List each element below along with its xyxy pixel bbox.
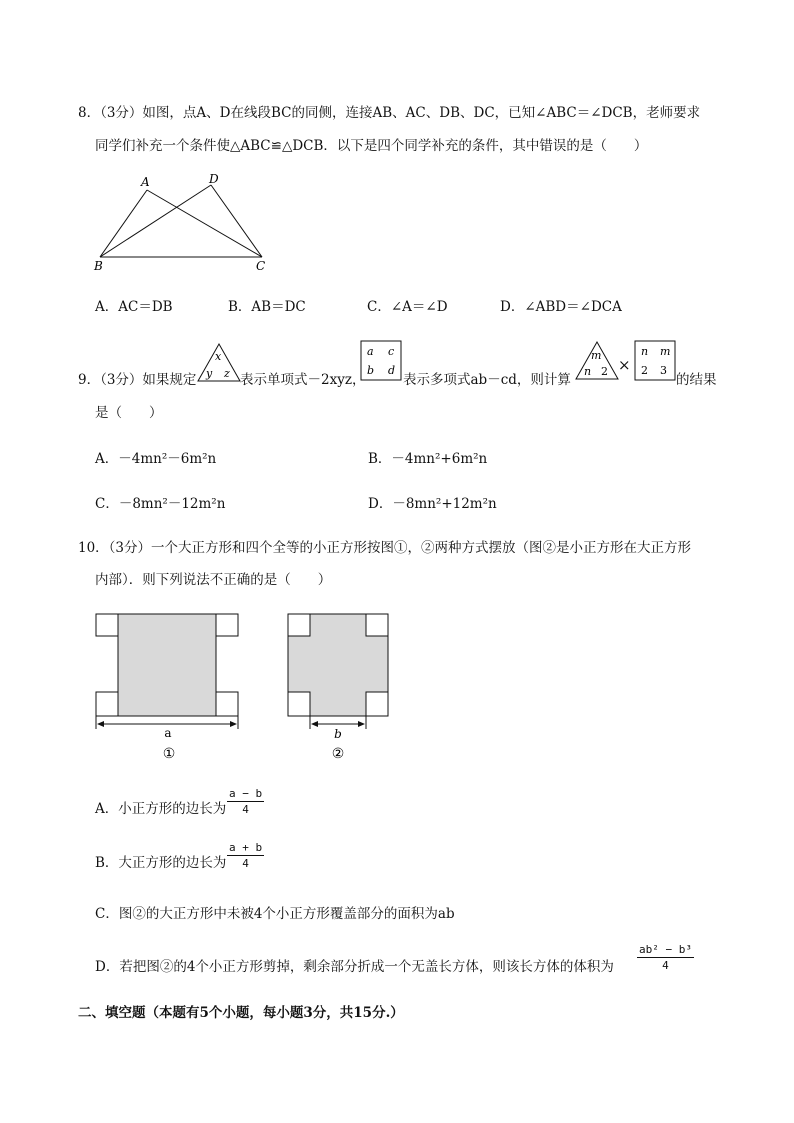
q10-fig1-dim-a: a [164, 726, 172, 740]
q10-option-d-numerator: ab² − b³ [639, 943, 692, 956]
q10-figure-2 [282, 608, 394, 763]
q10-option-d-text: D．若把图②的4个小正方形剪掉，剩余部分折成一个无盖长方体，则该长方体的体积为 [95, 959, 614, 975]
q10-option-b-numerator: a + b [229, 841, 263, 854]
q8-label-c: C [256, 259, 266, 273]
q10-stem-line2: 内部）．则下列说法不正确的是（ ） [95, 572, 332, 588]
q9-times-sign: × [618, 356, 631, 374]
q8-option-d: D．∠ABD＝∠DCA [500, 299, 622, 315]
q9-mid2: 表示多项式ab－cd，则计算 [403, 372, 571, 388]
q10-option-d-fraction [637, 943, 694, 972]
q8-stem-line2: 同学们补充一个条件使△ABC≌△DCB．以下是四个同学补充的条件，其中错误的是（ ） [95, 138, 648, 154]
q9-tri2-bl: n [584, 365, 592, 378]
q9-box2-br: 3 [660, 364, 667, 377]
q9-tri1-top: x [215, 350, 222, 363]
q9-box-abcd [360, 340, 404, 382]
section-2-title: 二、填空题（本题有5个小题，每小题3分，共15分.） [78, 1005, 404, 1021]
q8-option-b: B．AB＝DC [228, 299, 306, 315]
q10-option-c: C．图②的大正方形中未被4个小正方形覆盖部分的面积为ab [95, 906, 455, 922]
q10-stem-line1: 10．（3分）一个大正方形和四个全等的小正方形按图①，②两种方式摆放（图②是小正方形在大正方形 [78, 540, 692, 556]
q10-fig1-caption: ① [162, 746, 176, 762]
q9-box2-bl: 2 [641, 364, 648, 377]
q9-tri2-br: 2 [601, 365, 608, 378]
q10-option-a-fraction [227, 787, 264, 816]
q8-triangle-figure [88, 168, 278, 278]
q9-option-d: D．－8mn²+12m²n [368, 496, 497, 512]
q10-option-b-text: B．大正方形的边长为 [95, 855, 227, 871]
q9-box2-tr: m [660, 345, 671, 358]
q10-option-a-denominator: 4 [242, 803, 249, 816]
q8-label-d: D [209, 172, 219, 186]
q10-fig2-dim-b: b [334, 727, 342, 741]
q9-box1-tl: a [367, 345, 374, 358]
q9-tri1-br: z [224, 367, 230, 380]
q8-option-c: C．∠A＝∠D [367, 299, 448, 315]
q10-option-d-denominator: 4 [662, 959, 669, 972]
q9-suffix: 的结果 [676, 372, 717, 388]
q9-tri2-top: m [591, 349, 602, 362]
q9-box1-tr: c [388, 345, 395, 358]
q9-line2: 是（ ） [95, 405, 163, 421]
q9-tri1-bl: y [206, 367, 213, 380]
q9-prefix: 9．（3分）如果规定 [78, 372, 197, 388]
q10-fig2-caption: ② [331, 746, 345, 762]
q10-option-b-fraction [227, 841, 264, 870]
q10-option-a-numerator: a − b [229, 787, 263, 800]
q9-box1-br: d [388, 364, 396, 377]
q9-triangle-mn2 [574, 340, 620, 382]
q10-option-b-denominator: 4 [242, 857, 249, 870]
q9-box2-tl: n [641, 345, 649, 358]
q9-mid1: 表示单项式－2xyz， [240, 372, 366, 388]
q10-figure-1 [90, 608, 250, 763]
q10-option-a-text: A．小正方形的边长为 [95, 801, 227, 817]
q9-option-a: A．－4mn²－6m²n [95, 451, 217, 467]
q9-option-b: B．－4mn²+6m²n [368, 451, 488, 467]
q9-box-nm23 [634, 340, 678, 382]
q8-label-a: A [141, 175, 150, 189]
q9-triangle-xyz [196, 342, 242, 384]
q8-stem-line1: 8．（3分）如图，点A、D在线段BC的同侧，连接AB、AC、DB、DC，已知∠ABC＝∠DCB，老师要求 [78, 105, 701, 121]
q8-label-b: B [94, 259, 103, 273]
q9-box1-bl: b [367, 364, 375, 377]
q9-option-c: C．－8mn²－12m²n [95, 496, 226, 512]
q8-option-a: A．AC＝DB [95, 299, 173, 315]
